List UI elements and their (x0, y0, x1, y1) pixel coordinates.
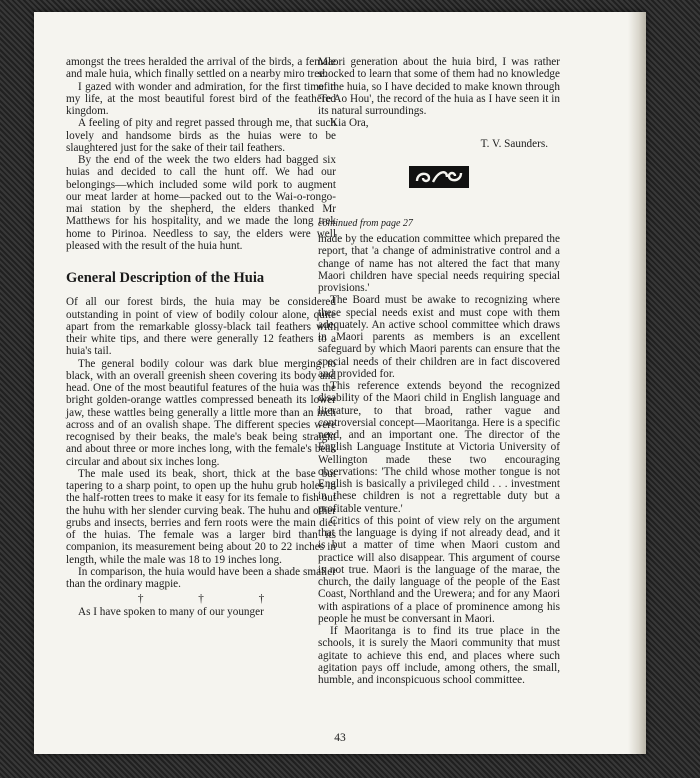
paragraph: A feeling of pity and regret passed through me, that such lovely and handsome birds as the huias were to be slaughtered just for the sake of their tail feathers. (66, 117, 336, 154)
paragraph: As I have spoken to many of our younger (78, 605, 264, 618)
paragraph: The Board must be awake to recognizing where these special needs exist and must cope with them adequately. An active school committee which draws in Maori parents as members is an excellent safeguard by which Maori parents can ensure that the special needs of their children are in fact discovered and provided for. (318, 294, 560, 380)
paragraph: In comparison, the huia would have been a shade smaller than the ordinary magpie. (66, 565, 336, 590)
continued-label: continued from page 27 (318, 217, 413, 229)
section-heading: General Description of the Huia (66, 270, 265, 286)
paragraph: Critics of this point of view rely on the argument that the language is dying if not already dead, and it is but a matter of time when Maori custom and practice will also disappear. This argument of course is not true. Maori is the language of the marae, the church, the daily language of the people of the East Coast, Northland and the Urewera; and for any Maori with aspirations of a place of prominence among his people he must be conversant in Maori. (318, 514, 560, 625)
paragraph: Of all our forest birds, the huia may be considered outstanding in point of view of bodily colour alone, quite apart from the remarkable glossy-black tail feathers with their white tips, and there were generally 12 feathers to a huia's tail. (66, 296, 336, 358)
paragraph: By the end of the week the two elders had bagged six huias and decided to call the hunt off. We had our belongings—which included some wild pork to augment our meat larder at home—packed out to the Wai-o-rongo-mai station by the shepherd, the elders thanked Mr Matthews for his hospitality, and we made the long trek home to Pirinoa. Needless to say, the elders were well pleased with the result of the huia hunt. (66, 154, 336, 252)
paragraph: This reference extends beyond the recognized disability of the Maori child in English language and literature, to that broad, rather vague and controversial concept—Maoritanga. Here is a specific need, and an important one. The director of the English Language Institute at Victoria University of Wellington made these two encouraging observations: 'The child whose mother tongue is not English is basically a privileged child . . . investment in these children is not a regrettable duty but a profitable venture.' (318, 380, 560, 515)
page-number: 43 (334, 732, 346, 744)
dagger-separator: † † † (137, 593, 291, 606)
right-column (318, 56, 560, 686)
signoff: Kia Ora, (330, 117, 369, 130)
paragraph: If Maoritanga is to find its true place in the schools, it is surely the Maori community that must agitate to achieve this end, and places where such agitation pays off include, among others, the small, humble, and inconspicuous school committee. (318, 625, 560, 686)
koru-scroll-ornament-icon (409, 166, 469, 188)
paragraph: The male used its beak, short, thick at the base but tapering to a sharp point, to open up the huhu grub holes in the half-rotten trees to make it easy for its female to fish out the huhu with her slender curving beak. The huhu and other grubs and insects, berries and fern roots were the main diet of the huias. The female was a larger bird than its companion, its measurement being about 20 to 22 inches in length, while the male was 18 to 19 inches long. (66, 467, 336, 566)
paragraph: The general bodily colour was dark blue merging to black, with an overall greenish sheen covering its body and head. One of the most beautiful features of the huia was the bright golden-orange wattles compressed beneath its lower jaw, these wattles being generally a little more than an inch across and of an ovalish shape. The different species were recognised by their beaks, the male's beak being straight and about three or more inches long, with the female's beak circular and about six inches long. (66, 357, 336, 468)
magazine-page (34, 12, 646, 754)
left-column (66, 56, 336, 618)
page-edge-shadow (628, 12, 646, 754)
author-signature: T. V. Saunders. (480, 137, 548, 150)
paragraph: amongst the trees heralded the arrival of the birds, a female and male huia, which finally settled on a nearby miro tree. (66, 56, 336, 81)
paragraph: I gazed with wonder and admiration, for the first time in my life, at the most beautiful forest bird of the feathered kingdom. (66, 80, 336, 117)
paragraph: made by the education committee which prepared the report, that 'a change of administrative control and a change of name has not altered the fact that many Maori children have special needs requiring special provisions.' (318, 233, 560, 294)
paragraph: Maori generation about the huia bird, I was rather shocked to learn that some of them had no knowledge of the huia, so I have decided to make known through 'Te Ao Hou', the record of the huia as I have seen it in its natural surroundings. (318, 56, 560, 117)
